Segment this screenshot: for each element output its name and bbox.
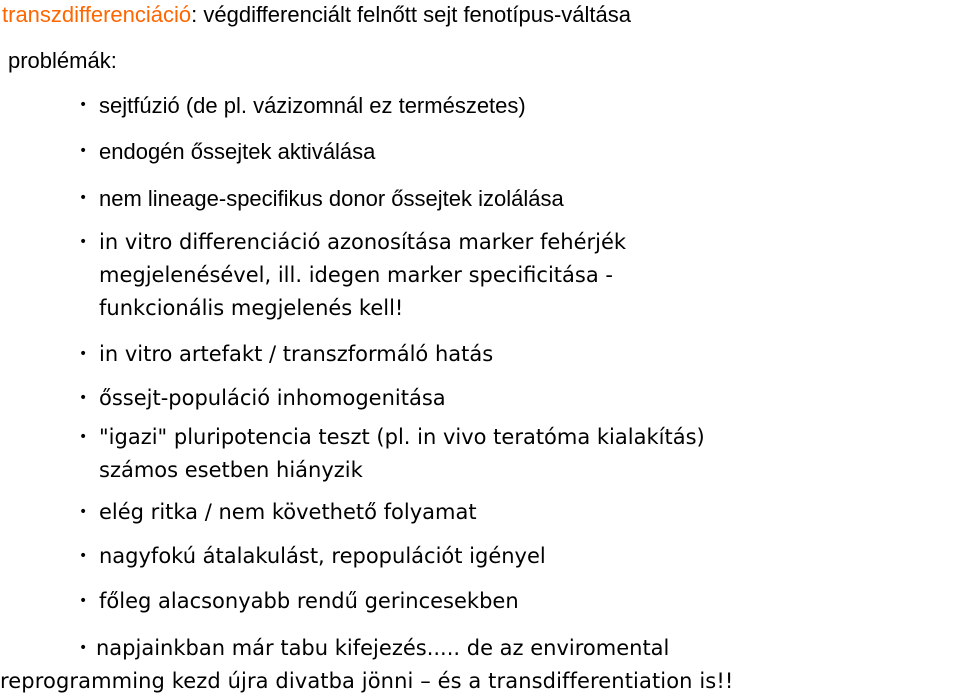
bullet-icon: • [79,190,88,206]
bullet-icon: • [79,593,88,609]
list-item [79,135,949,168]
list-item [79,540,949,573]
bullet-icon: • [79,390,88,406]
bullet-icon: • [79,143,88,159]
bullet-icon: • [79,548,88,564]
list-item [79,226,949,325]
bullet-icon: • [79,429,88,445]
list-item-text: őssejt-populáció inhomogenitása [99,386,446,410]
list-item [79,338,949,371]
bullet-icon: • [79,346,88,362]
list-item [79,89,949,122]
list-item-text: nem lineage-specifikus donor őssejtek izolálása [99,186,564,211]
list-item [0,632,949,698]
bullet-icon: • [79,234,88,250]
list-item [79,496,949,529]
bullet-icon: • [79,97,88,113]
list-item-continuation: reprogramming kezd újra divatba jönni – és a transdifferentiation is!! [0,669,734,693]
title-definition: : végdifferenciált felnőtt sejt fenotípus-váltása [191,2,631,27]
slide-title [2,2,631,28]
list-item-text: in vitro artefakt / transzformáló hatás [99,342,494,366]
bullet-icon: • [79,640,88,656]
list-item-text: napjainkban már tabu kifejezés..... de az enviromental [96,636,670,660]
list-item-text: "igazi" pluripotencia teszt (pl. in vivo teratóma kialakítás) számos esetben hiányzik [99,425,705,482]
list-item-text: in vitro differenciáció azonosítása marker fehérjék megjelenésével, ill. idegen marker specificitása - funkcionális megjelenés kell! [99,230,627,320]
list-item-text: elég ritka / nem követhető folyamat [99,500,477,524]
list-item-text: sejtfúzió (de pl. vázizomnál ez természetes) [99,93,526,118]
list-item [79,382,949,415]
list-item [79,585,949,618]
list-item-text: nagyfokú átalakulást, repopulációt igényel [99,544,546,568]
bullet-icon: • [79,504,88,520]
list-item [79,182,949,215]
list-item-text: endogén őssejtek aktiválása [99,139,376,164]
list-item-text: főleg alacsonyabb rendű gerincesekben [99,589,519,613]
title-term: transzdifferenciáció [2,2,192,27]
list-item [79,421,949,487]
problems-label: problémák: [8,48,117,73]
